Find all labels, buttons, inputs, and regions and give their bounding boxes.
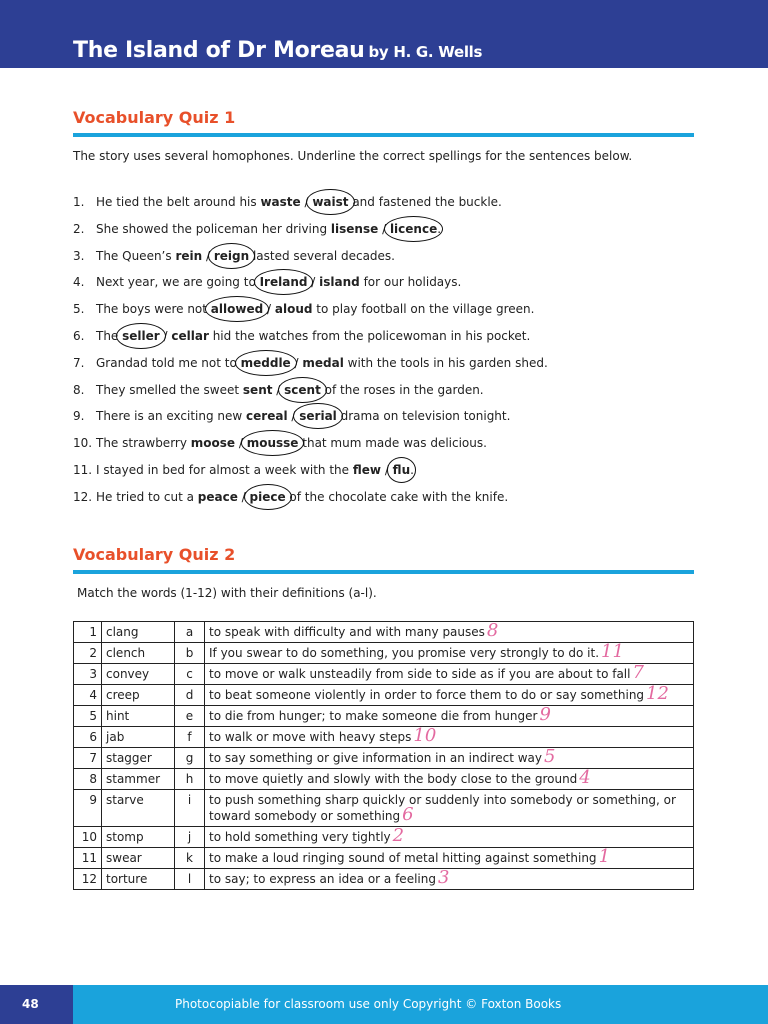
quiz1-question [73, 435, 487, 451]
option-a: waste [260, 195, 301, 209]
definition-text: to hold something very tightly [209, 830, 391, 844]
question-text-after: of the roses in the garden. [320, 382, 484, 397]
handwritten-answer: 8 [486, 620, 499, 641]
word-number-text: 1 [89, 625, 97, 639]
option-a: lisense [330, 221, 379, 236]
question-number: 6. [73, 329, 85, 343]
word-number [74, 727, 102, 748]
quiz1-question [73, 408, 510, 424]
word-number [74, 685, 102, 706]
handwritten-answer: 1 [598, 846, 611, 867]
option-a: rein [175, 248, 203, 263]
option-separator: / [272, 382, 285, 397]
book-title [73, 38, 482, 63]
definition-letter-text: a [185, 625, 194, 639]
word-number [74, 643, 102, 664]
option-b: waist [312, 195, 349, 209]
word [102, 790, 175, 827]
word-text: stomp [106, 830, 144, 844]
option-separator: / [159, 329, 172, 343]
definition-letter [175, 706, 205, 727]
option-b: mousse [246, 436, 299, 451]
option-a: allowed [210, 302, 264, 317]
word [102, 685, 175, 706]
definition-letter-text: c [186, 667, 193, 681]
definition-letter [175, 664, 205, 685]
question-number: 1. [73, 195, 85, 209]
option-b: reign [213, 248, 250, 263]
option-separator: / [300, 195, 313, 209]
word [102, 622, 175, 643]
option-b: island [319, 275, 360, 290]
definition [205, 706, 694, 727]
definition-letter-text: b [185, 646, 194, 660]
word-number [74, 827, 102, 848]
definition [205, 685, 694, 706]
option-separator: / [290, 355, 303, 370]
word-text: stammer [106, 772, 161, 786]
word [102, 769, 175, 790]
definition-text: to speak with difficulty and with many pauses [209, 625, 485, 639]
question-text-before: I stayed in bed for almost a week with the [96, 463, 353, 477]
definition-letter [175, 643, 205, 664]
quiz1-question [73, 355, 548, 371]
question-text-after: of the chocolate cake with the knife. [285, 489, 509, 504]
quiz2-intro: Match the words (1-12) with their definitions (a-l). [77, 586, 377, 600]
word-text: clench [106, 646, 146, 660]
table-row [74, 706, 694, 727]
option-a: sent [242, 382, 273, 397]
word [102, 664, 175, 685]
question-text-before: There is an exciting new [96, 409, 247, 424]
definition-text: to die from hunger; to make someone die from hunger [209, 709, 538, 723]
definition-text: to say something or give information in an indirect way [209, 751, 542, 765]
word-number [74, 622, 102, 643]
definition-letter [175, 748, 205, 769]
footer-text: Photocopiable for classroom use only Copyright © Foxton Books [175, 997, 562, 1011]
definition-letter-text: f [187, 730, 192, 744]
word-text: jab [106, 730, 125, 744]
word-text: clang [106, 625, 139, 639]
quiz1-question [73, 489, 508, 505]
definition-letter-text: g [185, 751, 194, 765]
definition-letter [175, 769, 205, 790]
definition-letter-text: i [187, 793, 192, 807]
quiz2-title: Vocabulary Quiz 2 [73, 545, 236, 564]
definition-letter-text: h [185, 772, 194, 786]
table-row [74, 685, 694, 706]
word-number-text: 11 [81, 851, 97, 865]
question-text-before: The boys were not [96, 302, 211, 317]
question-text-after: lasted several decades. [249, 248, 395, 263]
option-separator: / [235, 436, 247, 451]
definition [205, 848, 694, 869]
option-a: flew [352, 463, 381, 477]
question-text-after: . [410, 463, 414, 477]
word [102, 706, 175, 727]
definition-letter [175, 827, 205, 848]
book-title-text: The Island of Dr Moreau [73, 38, 365, 63]
question-text-before: Grandad told me not to [96, 355, 241, 370]
handwritten-answer: 4 [579, 767, 591, 788]
quiz1-intro: The story uses several homophones. Underline the correct spellings for the sentences below. [73, 149, 633, 163]
option-a: moose [190, 436, 236, 451]
definition-letter [175, 685, 205, 706]
quiz1-question [73, 248, 395, 264]
handwritten-answer: 9 [539, 704, 551, 725]
option-b: cellar [171, 329, 209, 343]
question-text-after: drama on television tonight. [336, 409, 511, 424]
word [102, 643, 175, 664]
quiz1-divider [73, 133, 694, 137]
word-text: swear [106, 851, 142, 865]
word [102, 748, 175, 769]
question-text-after: to play football on the village green. [312, 302, 535, 317]
word-number [74, 769, 102, 790]
question-text-before: They smelled the sweet [96, 382, 243, 397]
question-number: 7. [73, 355, 85, 370]
word-number-text: 6 [89, 730, 97, 744]
table-row [74, 748, 694, 769]
word-number [74, 790, 102, 827]
word-number-text: 12 [81, 872, 97, 886]
question-text-after: for our holidays. [359, 275, 462, 290]
word-text: starve [106, 793, 144, 807]
definition-letter-text: k [186, 851, 193, 865]
quiz1-question [73, 274, 461, 290]
table-row [74, 664, 694, 685]
book-author: by H. G. Wells [368, 43, 483, 61]
definition-letter [175, 727, 205, 748]
option-separator: / [307, 275, 320, 290]
word-number-text: 8 [89, 772, 97, 786]
matching-table [73, 621, 694, 890]
question-number: 11. [73, 463, 93, 477]
word-text: hint [106, 709, 130, 723]
option-a: Ireland [259, 275, 308, 290]
table-row [74, 622, 694, 643]
quiz1-question [73, 194, 502, 210]
definition-letter-text: d [185, 688, 194, 702]
word-text: torture [106, 872, 148, 886]
option-a: cereal [246, 409, 288, 424]
question-text-after: with the tools in his garden shed. [343, 355, 548, 370]
word-number [74, 748, 102, 769]
handwritten-answer: 10 [413, 725, 437, 746]
handwritten-answer: 3 [437, 867, 450, 888]
handwritten-answer: 5 [544, 746, 556, 767]
definition [205, 727, 694, 748]
word-number [74, 848, 102, 869]
option-b: scent [284, 382, 321, 397]
definition-text: to move or walk unsteadily from side to side as if you are about to fall [209, 667, 631, 681]
definition [205, 622, 694, 643]
question-number: 9. [73, 409, 85, 424]
word [102, 727, 175, 748]
question-text-after: hid the watches from the policewoman in his pocket. [208, 329, 531, 343]
definition-text: to say; to express an idea or a feeling [209, 872, 436, 886]
word-number-text: 9 [89, 793, 97, 807]
definition-text: to move quietly and slowly with the body close to the ground [209, 772, 578, 786]
definition [205, 790, 694, 827]
word-text: stagger [106, 751, 152, 765]
quiz2-divider [73, 570, 694, 574]
question-number: 4. [73, 275, 85, 290]
word-number [74, 869, 102, 890]
question-text-before: The strawberry [96, 436, 191, 451]
question-number: 3. [73, 248, 85, 263]
definition-letter-text: j [187, 830, 192, 844]
option-b: piece [249, 489, 286, 504]
table-row [74, 869, 694, 890]
definition [205, 664, 694, 685]
option-separator: / [287, 409, 300, 424]
table-row [74, 643, 694, 664]
handwritten-answer: 6 [402, 804, 414, 825]
option-b: licence [389, 221, 438, 236]
definition-letter [175, 869, 205, 890]
question-text-after: that mum made was delicious. [298, 436, 487, 451]
handwritten-answer: 2 [392, 825, 405, 846]
definition-text: to push something sharp quickly or suddenly into somebody or something, or toward somebody or something [209, 793, 676, 823]
handwritten-answer: 11 [601, 641, 624, 662]
definition [205, 748, 694, 769]
question-text-after: and fastened the buckle. [348, 195, 502, 209]
option-b: serial [299, 409, 337, 424]
option-separator: / [202, 248, 214, 263]
word-number-text: 10 [81, 830, 97, 844]
option-separator: / [237, 489, 250, 504]
word-number-text: 4 [89, 688, 97, 702]
definition [205, 869, 694, 890]
word-text: creep [106, 688, 140, 702]
quiz1-question [73, 221, 441, 237]
page-header [0, 0, 768, 68]
footer-bar [73, 985, 768, 1024]
word-number-text: 2 [89, 646, 97, 660]
option-a: meddle [240, 355, 291, 370]
page-number-box [0, 985, 73, 1024]
word-text: convey [106, 667, 150, 681]
table-row [74, 790, 694, 827]
option-a: peace [197, 489, 238, 504]
table-row [74, 827, 694, 848]
question-text-before: The Queen’s [96, 248, 176, 263]
table-row [74, 769, 694, 790]
word-number-text: 3 [89, 667, 97, 681]
question-number: 10. [73, 436, 93, 451]
option-separator: / [378, 221, 390, 236]
word [102, 827, 175, 848]
question-number: 12. [73, 489, 93, 504]
question-text-before: He tried to cut a [96, 489, 198, 504]
definition-letter-text: l [187, 872, 192, 886]
definition-letter [175, 622, 205, 643]
question-text-before: The [96, 329, 123, 343]
definition-text: to walk or move with heavy steps [209, 730, 412, 744]
definition-text: to beat someone violently in order to force them to do or say something [209, 688, 645, 702]
option-b: medal [302, 355, 344, 370]
question-text-after: . [437, 221, 442, 236]
quiz1-question [73, 462, 414, 478]
option-a: seller [122, 329, 160, 343]
option-separator: / [263, 302, 275, 317]
quiz1-question [73, 382, 484, 398]
definition-letter-text: e [185, 709, 194, 723]
option-separator: / [381, 463, 393, 477]
definition-letter [175, 848, 205, 869]
question-number: 5. [73, 302, 85, 317]
question-number: 2. [73, 221, 85, 236]
table-row [74, 727, 694, 748]
handwritten-answer: 12 [646, 683, 669, 704]
quiz1-title: Vocabulary Quiz 1 [73, 108, 236, 127]
handwritten-answer: 7 [632, 662, 644, 683]
definition-text: to make a loud ringing sound of metal hitting against something [209, 851, 597, 865]
quiz1-question [73, 301, 534, 317]
question-text-before: She showed the policeman her driving [96, 221, 331, 236]
page-number: 48 [22, 997, 39, 1011]
option-b: flu [392, 463, 411, 477]
table-row [74, 848, 694, 869]
definition-letter [175, 790, 205, 827]
question-text-before: He tied the belt around his [96, 195, 261, 209]
quiz1-question [73, 328, 530, 344]
word-number [74, 664, 102, 685]
word [102, 869, 175, 890]
word-number-text: 5 [89, 709, 97, 723]
definition [205, 643, 694, 664]
word-number-text: 7 [89, 751, 97, 765]
definition-text: If you swear to do something, you promise very strongly to do it. [209, 646, 600, 660]
word [102, 848, 175, 869]
question-text-before: Next year, we are going to [96, 275, 260, 290]
question-number: 8. [73, 382, 85, 397]
definition [205, 769, 694, 790]
option-b: aloud [274, 302, 313, 317]
word-number [74, 706, 102, 727]
definition [205, 827, 694, 848]
